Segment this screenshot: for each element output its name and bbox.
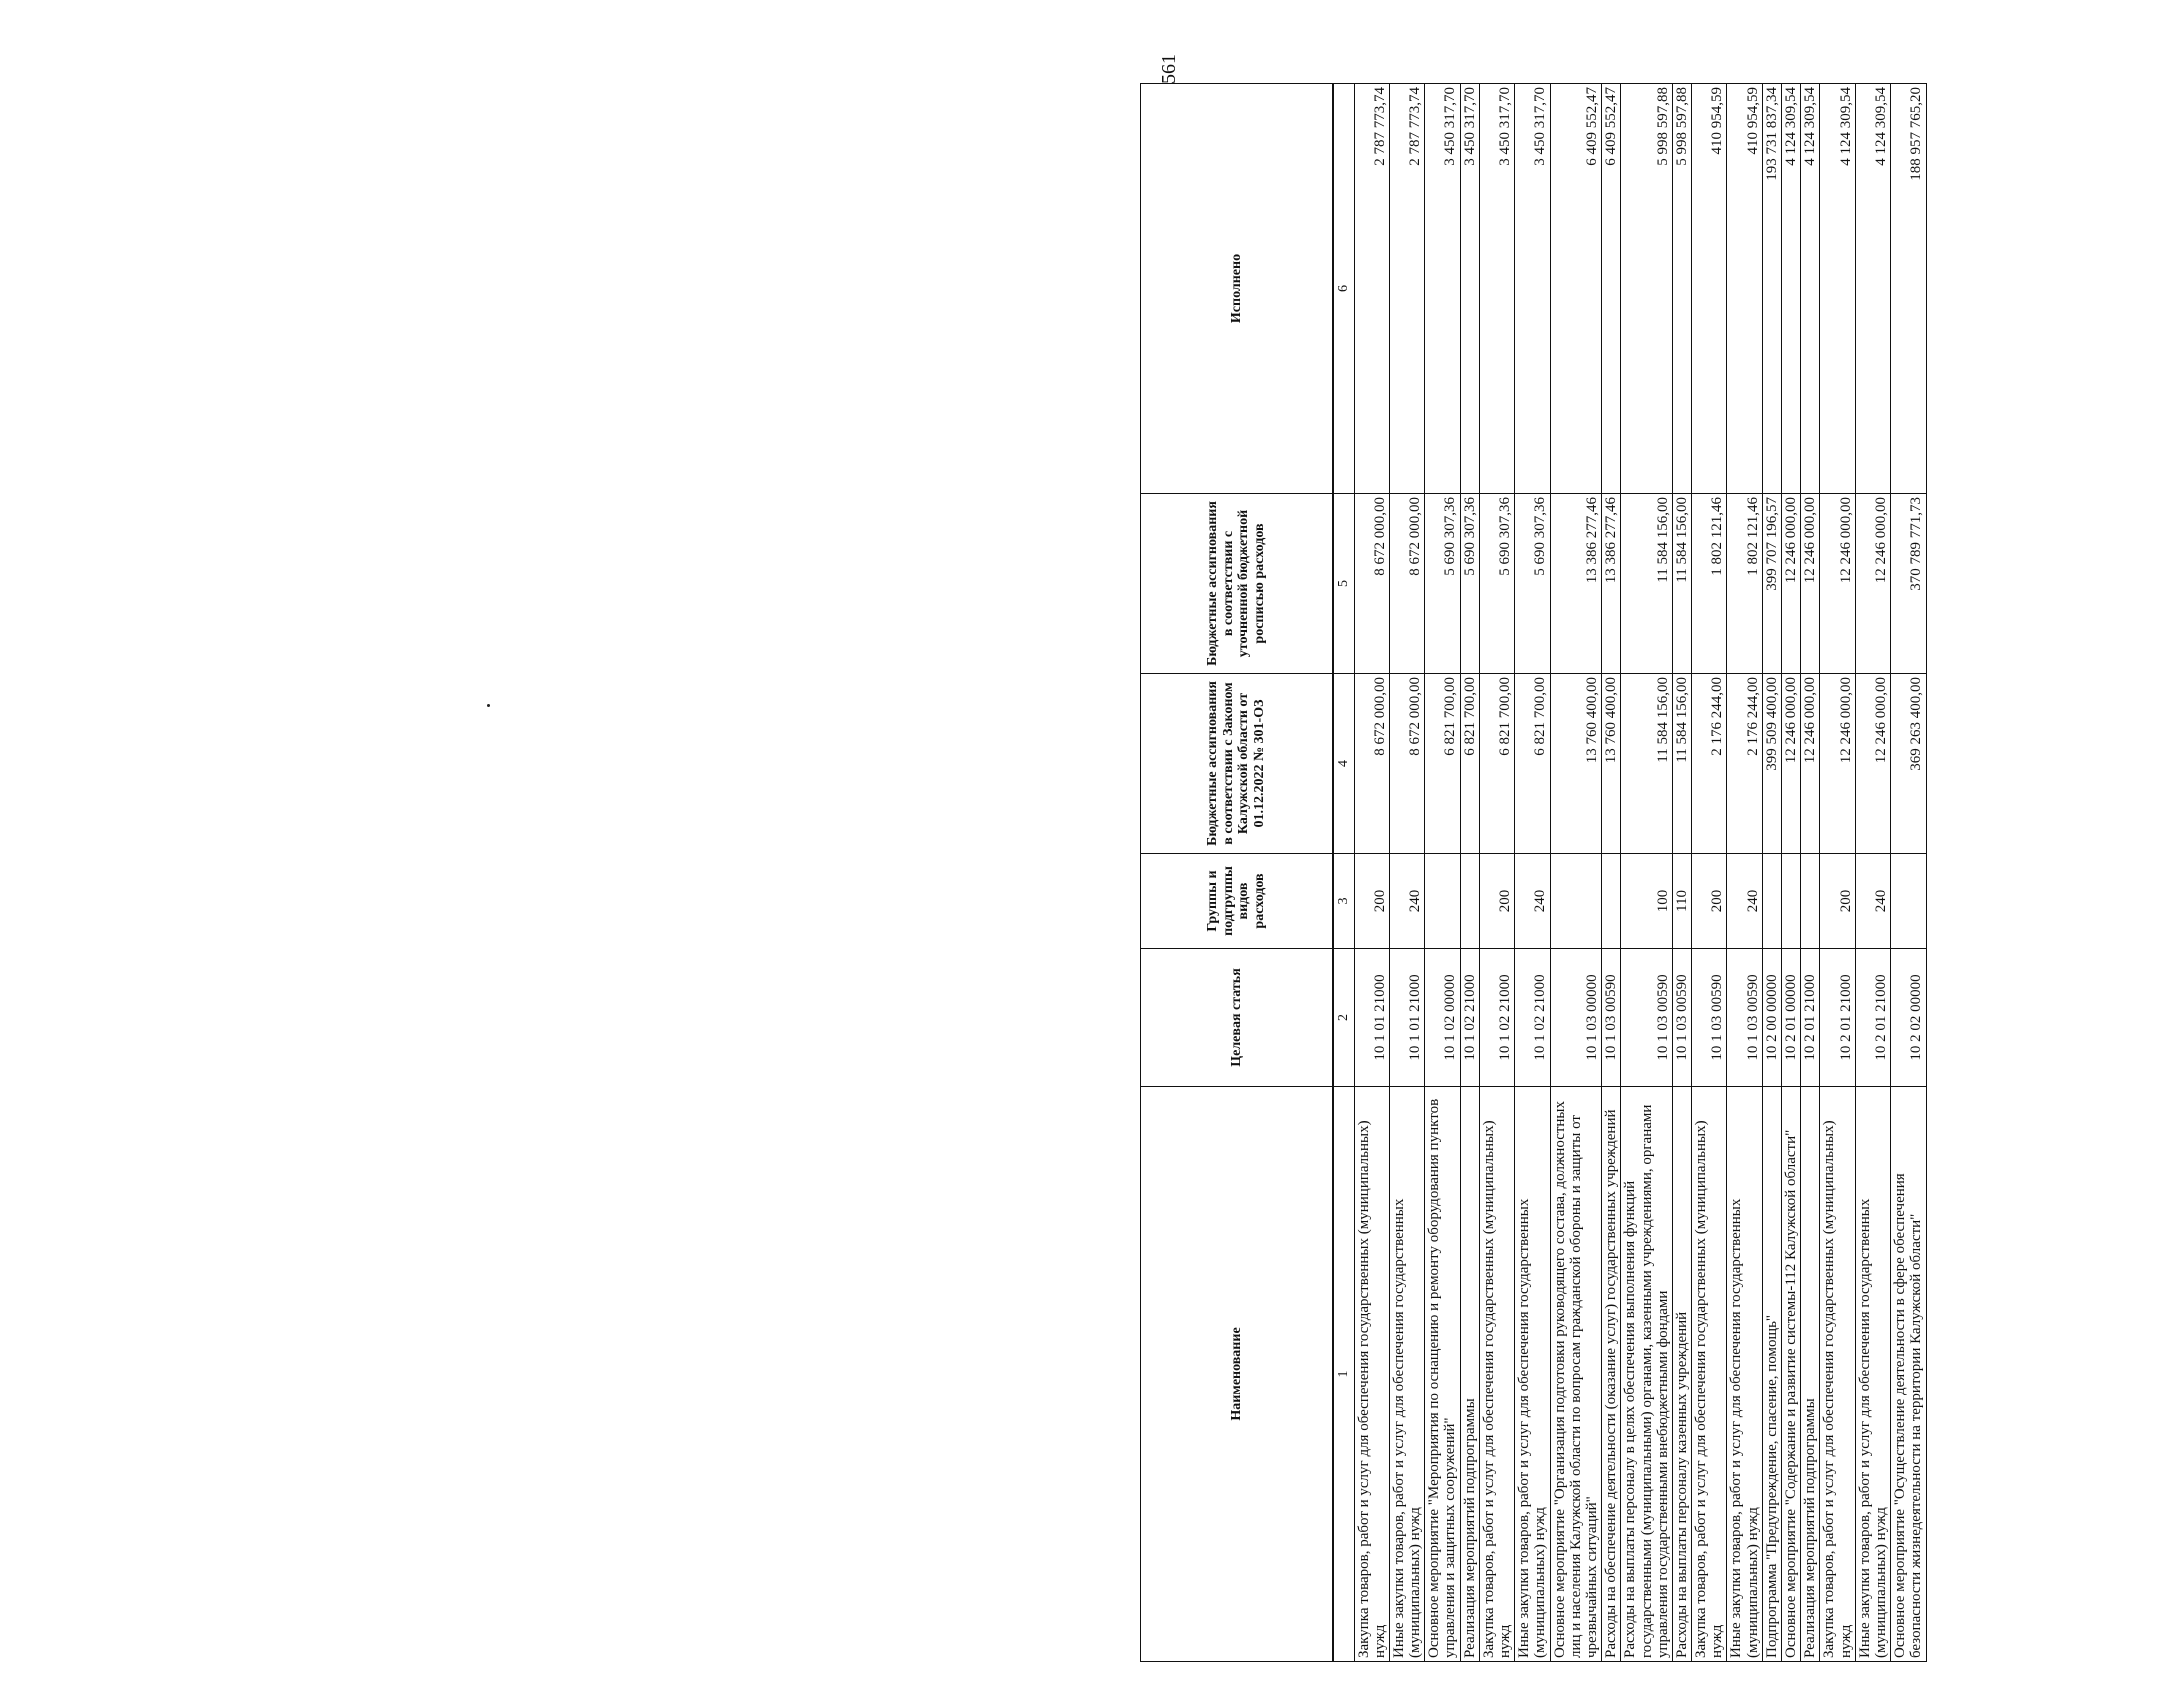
row-target-article: 10 1 03 00000 [1550, 949, 1602, 1087]
row-law-amount: 6 821 700,00 [1460, 674, 1479, 854]
row-law-amount: 6 821 700,00 [1479, 674, 1514, 854]
row-target-article: 10 2 01 21000 [1855, 949, 1890, 1087]
column-index: 6 [1333, 84, 1355, 494]
row-name: Реализация мероприятий подпрограммы [1460, 1087, 1479, 1662]
row-law-amount: 11 584 156,00 [1672, 674, 1691, 854]
row-target-article: 10 1 01 21000 [1389, 949, 1424, 1087]
row-name: Иные закупки товаров, работ и услуг для обеспечения государственных (муниципальных) нужд [1389, 1087, 1424, 1662]
row-plan-amount: 5 690 307,36 [1515, 494, 1550, 674]
row-executed-amount: 2 787 773,74 [1354, 84, 1389, 494]
row-name: Основное мероприятие "Мероприятия по оснащению и ремонту оборудования пунктов управления и защитных сооружений" [1425, 1087, 1460, 1662]
row-plan-amount: 399 707 196,57 [1762, 494, 1781, 674]
row-executed-amount: 4 124 309,54 [1855, 84, 1890, 494]
row-expense-group: 240 [1855, 854, 1890, 949]
row-target-article: 10 1 02 21000 [1515, 949, 1550, 1087]
table-row [1425, 84, 1460, 1662]
row-expense-group: 110 [1672, 854, 1691, 949]
row-expense-group: 100 [1621, 854, 1673, 949]
table-row [1820, 84, 1855, 1662]
row-executed-amount: 410 954,59 [1692, 84, 1727, 494]
row-executed-amount: 410 954,59 [1727, 84, 1762, 494]
table-row [1727, 84, 1762, 1662]
column-index: 1 [1333, 1087, 1355, 1662]
row-executed-amount: 6 409 552,47 [1550, 84, 1602, 494]
row-name: Расходы на выплаты персоналу в целях обеспечения выполнения функций государственными (муниципальными) органами, казенными учреждениями, органами управления государственными внебюджетными фондами [1621, 1087, 1673, 1662]
row-expense-group [1425, 854, 1460, 949]
row-expense-group: 200 [1692, 854, 1727, 949]
row-name: Закупка товаров, работ и услуг для обеспечения государственных (муниципальных) нужд [1479, 1087, 1514, 1662]
row-law-amount: 12 246 000,00 [1801, 674, 1820, 854]
row-executed-amount: 6 409 552,47 [1602, 84, 1621, 494]
row-plan-amount: 12 246 000,00 [1820, 494, 1855, 674]
row-plan-amount: 13 386 277,46 [1550, 494, 1602, 674]
row-expense-group [1782, 854, 1801, 949]
budget-execution-table [1140, 83, 1927, 1662]
row-target-article: 10 2 01 21000 [1820, 949, 1855, 1087]
header-executed: Исполнено [1141, 84, 1333, 494]
table-row [1354, 84, 1389, 1662]
row-executed-amount: 2 787 773,74 [1389, 84, 1424, 494]
row-expense-group: 240 [1515, 854, 1550, 949]
row-target-article: 10 2 01 00000 [1782, 949, 1801, 1087]
table-row [1550, 84, 1602, 1662]
row-target-article: 10 1 03 00590 [1727, 949, 1762, 1087]
scan-speck [487, 704, 490, 707]
row-name: Иные закупки товаров, работ и услуг для обеспечения государственных (муниципальных) нужд [1855, 1087, 1890, 1662]
page-number: 561 [1158, 54, 1180, 84]
row-executed-amount: 4 124 309,54 [1782, 84, 1801, 494]
row-law-amount: 6 821 700,00 [1425, 674, 1460, 854]
row-plan-amount: 5 690 307,36 [1479, 494, 1514, 674]
table-row [1515, 84, 1550, 1662]
row-name: Иные закупки товаров, работ и услуг для обеспечения государственных (муниципальных) нужд [1515, 1087, 1550, 1662]
row-target-article: 10 1 02 21000 [1460, 949, 1479, 1087]
row-law-amount: 6 821 700,00 [1515, 674, 1550, 854]
column-index: 2 [1333, 949, 1355, 1087]
row-plan-amount: 1 802 121,46 [1727, 494, 1762, 674]
row-law-amount: 12 246 000,00 [1820, 674, 1855, 854]
row-expense-group [1762, 854, 1781, 949]
row-target-article: 10 1 01 21000 [1354, 949, 1389, 1087]
row-name: Основное мероприятие "Содержание и развитие системы-112 Калужской области" [1782, 1087, 1801, 1662]
column-index: 4 [1333, 674, 1355, 854]
row-plan-amount: 13 386 277,46 [1602, 494, 1621, 674]
row-plan-amount: 5 690 307,36 [1460, 494, 1479, 674]
row-law-amount: 13 760 400,00 [1602, 674, 1621, 854]
row-name: Закупка товаров, работ и услуг для обеспечения государственных (муниципальных) нужд [1692, 1087, 1727, 1662]
row-name: Расходы на обеспечение деятельности (оказание услуг) государственных учреждений [1602, 1087, 1621, 1662]
row-law-amount: 399 509 400,00 [1762, 674, 1781, 854]
row-expense-group [1602, 854, 1621, 949]
header-expense-groups: Группы и подгруппы видов расходов [1141, 854, 1333, 949]
row-law-amount: 12 246 000,00 [1782, 674, 1801, 854]
row-expense-group [1550, 854, 1602, 949]
header-target-article: Целевая статья [1141, 949, 1333, 1087]
table-row [1602, 84, 1621, 1662]
rotated-table-container [1140, 84, 2160, 1662]
header-name: Наименование [1141, 1087, 1333, 1662]
row-plan-amount: 1 802 121,46 [1692, 494, 1727, 674]
table-row [1692, 84, 1727, 1662]
row-law-amount: 8 672 000,00 [1389, 674, 1424, 854]
row-target-article: 10 2 00 00000 [1762, 949, 1781, 1087]
row-law-amount: 2 176 244,00 [1727, 674, 1762, 854]
row-law-amount: 369 263 400,00 [1891, 674, 1926, 854]
row-name: Подпрограмма "Предупреждение, спасение, помощь" [1762, 1087, 1781, 1662]
row-target-article: 10 2 01 21000 [1801, 949, 1820, 1087]
row-executed-amount: 193 731 837,34 [1762, 84, 1781, 494]
row-executed-amount: 4 124 309,54 [1801, 84, 1820, 494]
row-plan-amount: 12 246 000,00 [1782, 494, 1801, 674]
row-name: Расходы на выплаты персоналу казенных учреждений [1672, 1087, 1691, 1662]
row-executed-amount: 3 450 317,70 [1425, 84, 1460, 494]
row-plan-amount: 5 690 307,36 [1425, 494, 1460, 674]
row-name: Иные закупки товаров, работ и услуг для обеспечения государственных (муниципальных) нужд [1727, 1087, 1762, 1662]
row-plan-amount: 12 246 000,00 [1855, 494, 1890, 674]
column-index: 5 [1333, 494, 1355, 674]
row-name: Закупка товаров, работ и услуг для обеспечения государственных (муниципальных) нужд [1354, 1087, 1389, 1662]
column-index-row [1333, 84, 1355, 1662]
row-expense-group: 200 [1354, 854, 1389, 949]
row-target-article: 10 1 03 00590 [1672, 949, 1691, 1087]
row-plan-amount: 8 672 000,00 [1354, 494, 1389, 674]
row-expense-group [1891, 854, 1926, 949]
row-executed-amount: 188 957 765,20 [1891, 84, 1926, 494]
row-law-amount: 8 672 000,00 [1354, 674, 1389, 854]
row-law-amount: 13 760 400,00 [1550, 674, 1602, 854]
row-target-article: 10 1 03 00590 [1621, 949, 1673, 1087]
table-row [1801, 84, 1820, 1662]
row-executed-amount: 3 450 317,70 [1515, 84, 1550, 494]
row-expense-group [1801, 854, 1820, 949]
row-law-amount: 11 584 156,00 [1621, 674, 1673, 854]
row-expense-group: 200 [1479, 854, 1514, 949]
row-expense-group: 200 [1820, 854, 1855, 949]
row-plan-amount: 8 672 000,00 [1389, 494, 1424, 674]
row-law-amount: 12 246 000,00 [1855, 674, 1890, 854]
row-executed-amount: 5 998 597,88 [1621, 84, 1673, 494]
row-target-article: 10 1 02 21000 [1479, 949, 1514, 1087]
row-target-article: 10 1 03 00590 [1692, 949, 1727, 1087]
row-expense-group: 240 [1727, 854, 1762, 949]
table-row [1762, 84, 1781, 1662]
table-row [1460, 84, 1479, 1662]
row-target-article: 10 1 03 00590 [1602, 949, 1621, 1087]
row-executed-amount: 3 450 317,70 [1479, 84, 1514, 494]
row-expense-group [1460, 854, 1479, 949]
table-row [1672, 84, 1691, 1662]
row-executed-amount: 5 998 597,88 [1672, 84, 1691, 494]
row-plan-amount: 12 246 000,00 [1801, 494, 1820, 674]
table-row [1855, 84, 1890, 1662]
table-row [1389, 84, 1424, 1662]
row-name: Реализация мероприятий подпрограммы [1801, 1087, 1820, 1662]
row-executed-amount: 3 450 317,70 [1460, 84, 1479, 494]
table-row [1782, 84, 1801, 1662]
row-target-article: 10 1 02 00000 [1425, 949, 1460, 1087]
header-refined-allocations: Бюджетные ассигнования в соответствии с уточненной бюджетной росписью расходов [1141, 494, 1333, 674]
row-name: Основное мероприятие "Организация подготовки руководящего состава, должностных лиц и населения Калужской области по вопросам гражданской обороны и защиты от чрезвычайных ситуаций" [1550, 1087, 1602, 1662]
row-executed-amount: 4 124 309,54 [1820, 84, 1855, 494]
row-target-article: 10 2 02 00000 [1891, 949, 1926, 1087]
table-row [1891, 84, 1926, 1662]
row-plan-amount: 370 789 771,73 [1891, 494, 1926, 674]
row-plan-amount: 11 584 156,00 [1621, 494, 1673, 674]
row-expense-group: 240 [1389, 854, 1424, 949]
row-plan-amount: 11 584 156,00 [1672, 494, 1691, 674]
header-law-allocations: Бюджетные ассигнования в соответствии с Законом Калужской области от 01.12.2022 № 301-ОЗ [1141, 674, 1333, 854]
table-row [1479, 84, 1514, 1662]
row-law-amount: 2 176 244,00 [1692, 674, 1727, 854]
row-name: Основное мероприятие "Осуществление деятельности в сфере обеспечения безопасности жизнедеятельности на территории Калужской области" [1891, 1087, 1926, 1662]
row-name: Закупка товаров, работ и услуг для обеспечения государственных (муниципальных) нужд [1820, 1087, 1855, 1662]
table-row [1621, 84, 1673, 1662]
column-index: 3 [1333, 854, 1355, 949]
